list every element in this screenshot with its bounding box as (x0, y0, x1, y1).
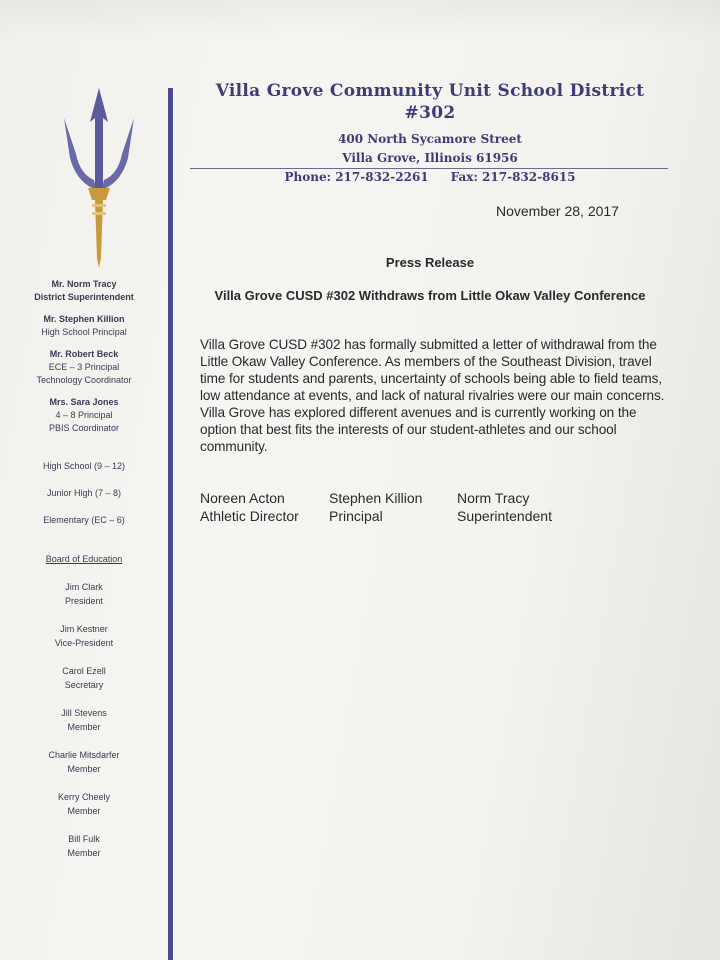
staff-role: 4 – 8 Principal (55, 410, 113, 420)
staff-entry (0, 313, 168, 339)
paper-shadow (0, 0, 720, 40)
letterhead-rule (190, 168, 668, 169)
board-member-name: Charlie Mitsdarfer (48, 750, 120, 760)
body-paragraph: Villa Grove CUSD #302 has formally submitted a letter of withdrawal from the Little Okaw Valley Conference. As members of the Southeast Division, travel time for students and parents, uncertainty of schools being able to field teams, low attendance at events, and lack of natural rivalries were our main concerns. Villa Grove has explored different avenues and is currently working on the option that best fits the interests of our student-athletes and our school community. (200, 337, 665, 454)
staff-name: Mrs. Sara Jones (49, 397, 119, 407)
signature (457, 489, 552, 525)
fax-number: Fax: 217-832-8615 (450, 170, 576, 184)
phone-number: Phone: 217-832-2261 (284, 170, 429, 184)
staff-role-secondary: PBIS Coordinator (48, 423, 120, 433)
board-member-name: Jill Stevens (61, 708, 107, 718)
headline: Villa Grove CUSD #302 Withdraws from Little Okaw Valley Conference (214, 288, 646, 303)
board-member (0, 832, 168, 860)
board-member-role: Member (67, 764, 101, 774)
board-member-name: Carol Ezell (62, 666, 106, 676)
staff-entry (0, 396, 168, 435)
sidebar (0, 278, 168, 874)
contact-line (190, 168, 670, 187)
board-member-role: Vice-President (54, 638, 114, 648)
sidebar-divider (168, 88, 173, 960)
board-member (0, 580, 168, 608)
board-member-role: President (64, 596, 104, 606)
staff-entry (0, 348, 168, 387)
board-member-role: Secretary (64, 680, 104, 690)
school-level: High School (9 – 12) (42, 461, 126, 471)
city-address: Villa Grove, Illinois 61956 (342, 151, 518, 165)
signature-name: Norm Tracy (457, 490, 530, 506)
signature-title: Superintendent (457, 508, 552, 524)
signature-name: Noreen Acton (200, 490, 285, 506)
letterhead (190, 80, 670, 187)
signature (200, 489, 299, 525)
board-member-name: Jim Kestner (60, 624, 108, 634)
staff-entry (0, 278, 168, 304)
signature-name: Stephen Killion (329, 490, 423, 506)
board-title: Board of Education (45, 554, 123, 564)
board-member-role: Member (67, 848, 101, 858)
trident-icon (54, 88, 144, 268)
signature (329, 489, 422, 525)
board-member-role: Member (67, 722, 101, 732)
staff-role-secondary: Technology Coordinator (36, 375, 132, 385)
board-member-name: Jim Clark (65, 582, 103, 592)
letter-date: November 28, 2017 (496, 203, 619, 219)
staff-name: Mr. Norm Tracy (51, 279, 117, 289)
board-member (0, 622, 168, 650)
school-level: Elementary (EC – 6) (43, 515, 125, 525)
signature-title: Athletic Director (200, 508, 299, 524)
school-levels (0, 460, 168, 527)
board-member (0, 790, 168, 818)
signature-title: Principal (329, 508, 383, 524)
press-release-label: Press Release (385, 255, 475, 270)
staff-role: District Superintendent (34, 292, 134, 302)
board-member-role: Member (67, 806, 101, 816)
school-level: Junior High (7 – 8) (46, 488, 122, 498)
board-member (0, 748, 168, 776)
staff-name: Mr. Robert Beck (49, 349, 119, 359)
board-member (0, 664, 168, 692)
board-member-name: Bill Fulk (68, 834, 100, 844)
street-address: 400 North Sycamore Street (338, 132, 522, 146)
board-member-name: Kerry Cheely (57, 792, 111, 802)
board-member (0, 706, 168, 734)
staff-name: Mr. Stephen Killion (43, 314, 125, 324)
district-title: Villa Grove Community Unit School District #302 (215, 81, 645, 123)
staff-role: High School Principal (41, 327, 127, 337)
staff-role: ECE – 3 Principal (48, 362, 120, 372)
